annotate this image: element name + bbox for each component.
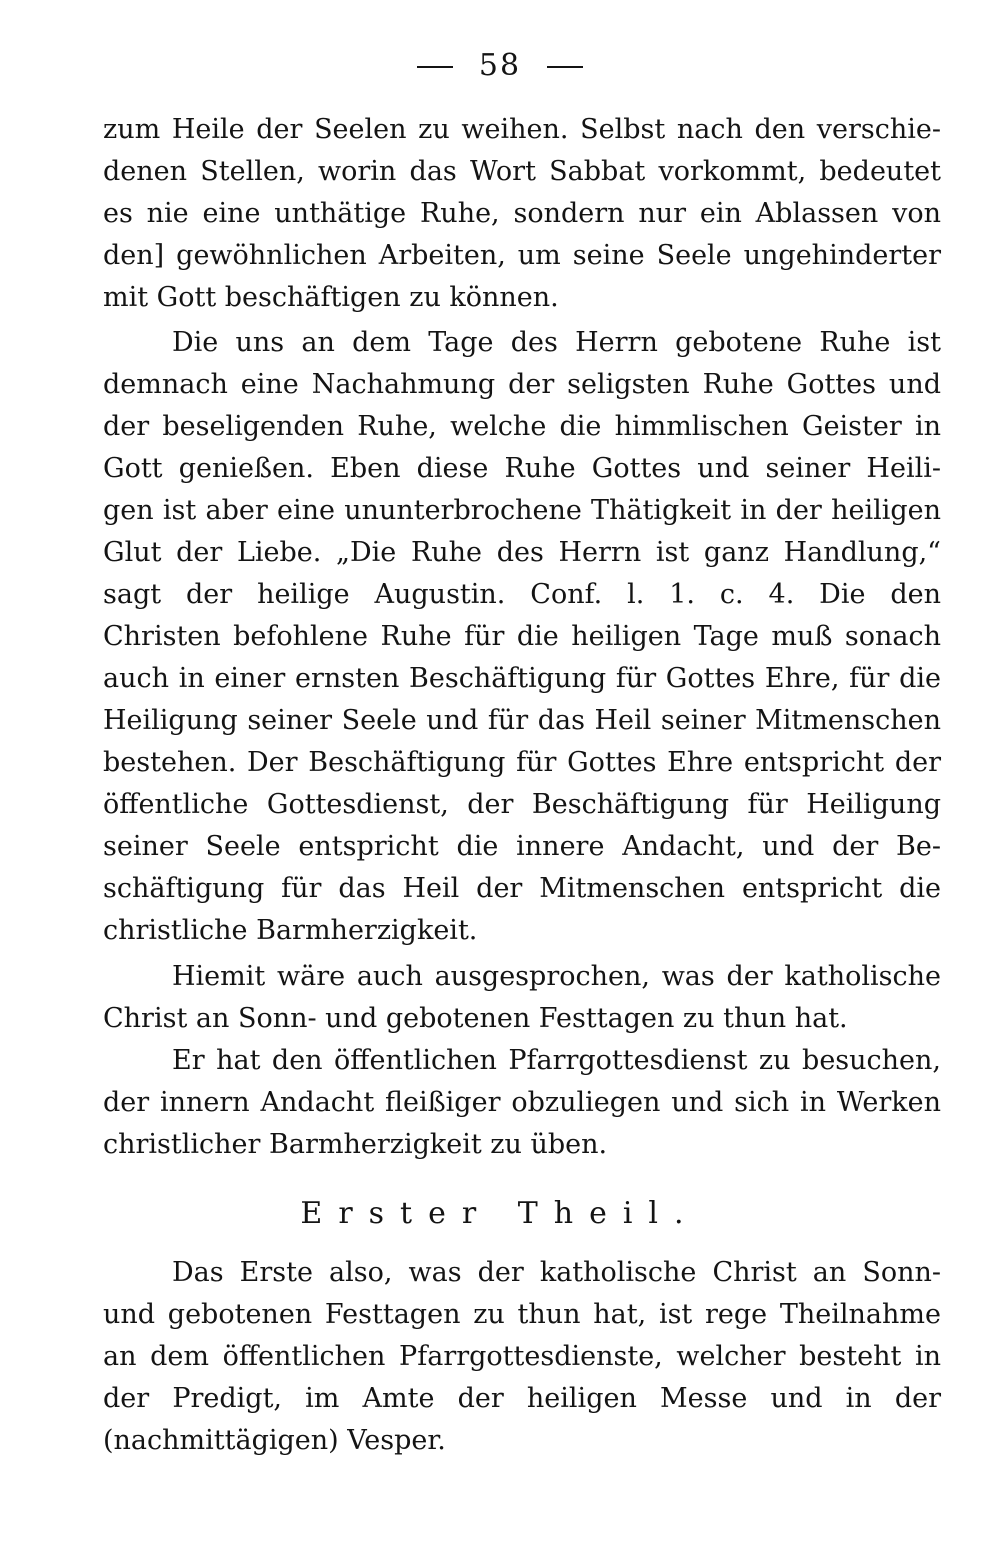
page-number: 58 — [478, 48, 522, 83]
text-line: Christen befohlene Ruhe für die heiligen Tage muß sonach — [103, 621, 941, 652]
page-header — [0, 48, 1000, 83]
text-line: demnach eine Nachahmung der seligsten Ruhe Gottes und — [103, 369, 941, 400]
text-line: Die uns an dem Tage des Herrn gebotene Ruhe ist — [172, 327, 941, 358]
text-line: seiner Seele entspricht die innere Andacht, und der Be- — [103, 831, 941, 862]
text-line: der Predigt, im Amte der heiligen Messe und in der — [103, 1383, 941, 1414]
text-line: bestehen. Der Beschäftigung für Gottes Ehre entspricht der — [103, 747, 941, 778]
text-line: Er hat den öffentlichen Pfarrgottesdienst zu besuchen, — [172, 1045, 941, 1076]
text-line: Gott genießen. Eben diese Ruhe Gottes und seiner Heili- — [103, 453, 941, 484]
text-line: Glut der Liebe. „Die Ruhe des Herrn ist ganz Handlung,“ — [103, 537, 941, 568]
text-line: der innern Andacht fleißiger obzuliegen und sich in Werken — [103, 1087, 941, 1118]
text-line: den] gewöhnlichen Arbeiten, um seine Seele ungehinderter — [103, 240, 941, 271]
text-line: der beseligenden Ruhe, welche die himmlischen Geister in — [103, 411, 941, 442]
text-line: gen ist aber eine ununterbrochene Thätigkeit in der heiligen — [103, 495, 941, 526]
header-dash-left — [417, 66, 453, 68]
text-line: öffentliche Gottesdienst, der Beschäftigung für Heiligung — [103, 789, 941, 820]
text-line: sagt der heilige Augustin. Conf. l. 1. c. 4. Die den — [103, 579, 941, 610]
text-line: an dem öffentlichen Pfarrgottesdienste, welcher besteht in — [103, 1341, 941, 1372]
text-line: denen Stellen, worin das Wort Sabbat vorkommt, bedeutet — [103, 156, 941, 187]
section-heading: Erster Theil. — [300, 1196, 700, 1231]
text-line: Hiemit wäre auch ausgesprochen, was der katholische — [172, 961, 941, 992]
text-line: (nachmittägigen) Vesper. — [103, 1425, 446, 1456]
text-line: Das Erste also, was der katholische Christ an Sonn- — [172, 1257, 941, 1288]
text-line: zum Heile der Seelen zu weihen. Selbst nach den verschie- — [103, 114, 941, 145]
header-dash-right — [547, 66, 583, 68]
text-line: schäftigung für das Heil der Mitmenschen entspricht die — [103, 873, 941, 904]
text-line: christliche Barmherzigkeit. — [103, 915, 478, 946]
text-line: auch in einer ernsten Beschäftigung für Gottes Ehre, für die — [103, 663, 941, 694]
text-line: Christ an Sonn- und gebotenen Festtagen zu thun hat. — [103, 1003, 848, 1034]
text-line: christlicher Barmherzigkeit zu üben. — [103, 1129, 608, 1160]
text-line: es nie eine unthätige Ruhe, sondern nur ein Ablassen von — [103, 198, 941, 229]
text-line: und gebotenen Festtagen zu thun hat, ist rege Theilnahme — [103, 1299, 941, 1330]
text-line: mit Gott beschäftigen zu können. — [103, 282, 559, 313]
text-line: Heiligung seiner Seele und für das Heil seiner Mitmenschen — [103, 705, 941, 736]
